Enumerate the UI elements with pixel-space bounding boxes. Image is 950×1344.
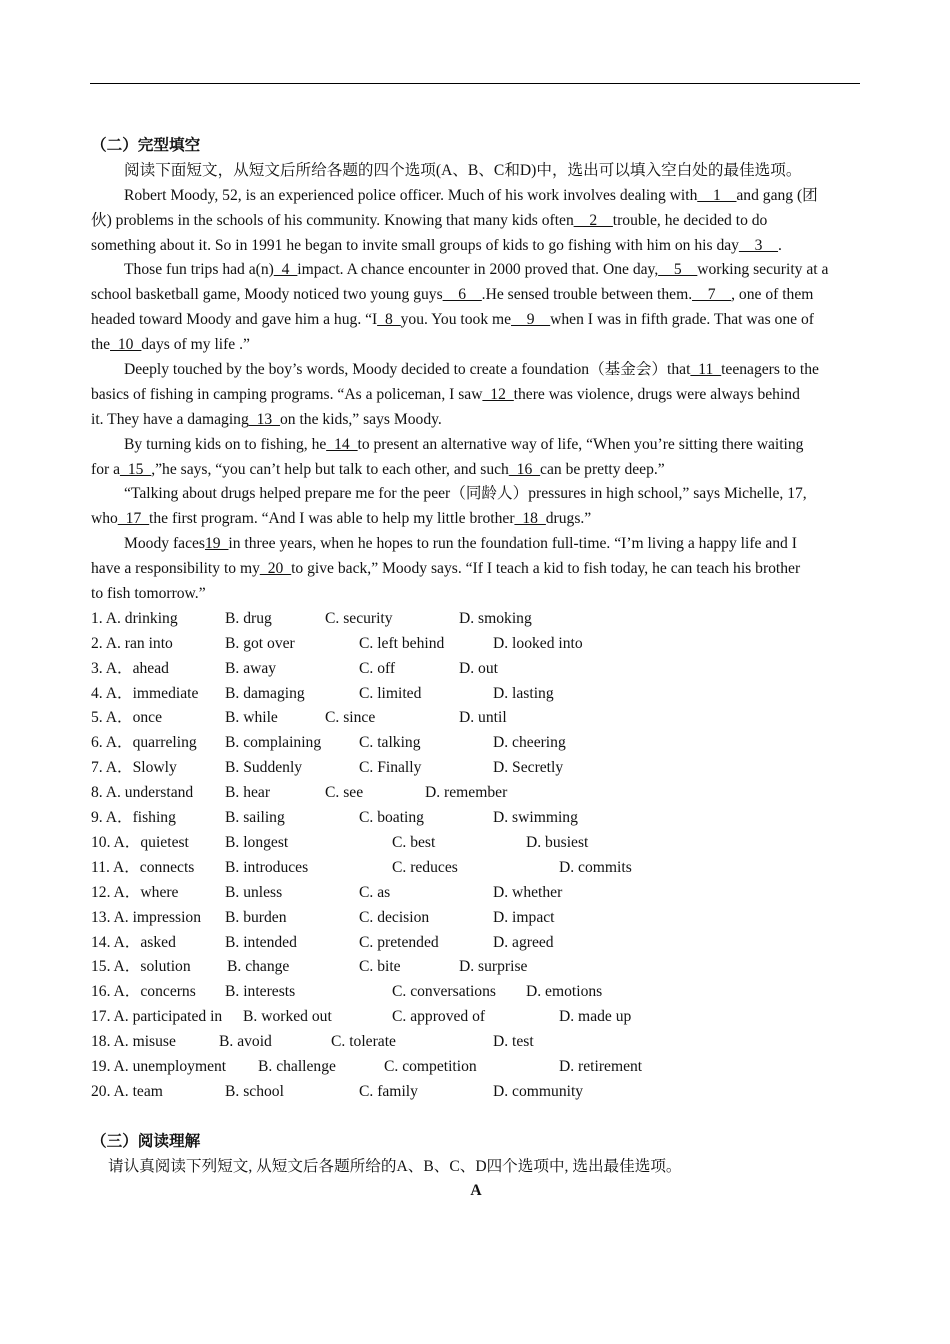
passage-text: trouble, he decided to do xyxy=(612,211,768,229)
passage-text: ,”he says, “you can’t help but talk to each other, and such xyxy=(151,460,509,478)
blank-number: _18_ xyxy=(514,510,546,528)
blank-number: _4_ xyxy=(273,261,298,279)
option-c: C. talking xyxy=(359,734,421,752)
option-b: B. longest xyxy=(225,833,289,851)
passage-text: , one of them xyxy=(731,286,814,304)
passage-text: for a xyxy=(91,460,121,478)
option-c: C. conversations xyxy=(392,983,496,1001)
passage-text: the first program. “And I was able to help my little brother xyxy=(149,510,515,528)
option-d: D. busiest xyxy=(526,833,589,851)
option-d: D. until xyxy=(459,709,507,727)
blank-number: _10_ xyxy=(110,336,142,354)
blank-number: _11_ xyxy=(690,361,722,379)
option-c: C. family xyxy=(359,1082,418,1100)
option-row xyxy=(91,980,861,1005)
option-a: 12. A．where xyxy=(91,883,179,901)
option-d: D. swimming xyxy=(493,809,578,827)
passage-label: A xyxy=(470,1182,482,1200)
blank-number: __6__ xyxy=(442,286,482,304)
option-c: C. tolerate xyxy=(331,1033,396,1051)
option-d: D. test xyxy=(493,1033,534,1051)
option-b: B. hear xyxy=(225,784,271,802)
option-b: B. away xyxy=(225,659,277,677)
option-c: C. decision xyxy=(359,908,430,926)
passage-line xyxy=(91,234,861,259)
passage-text: it. They have a damaging xyxy=(91,410,249,428)
reading-instruction: 请认真阅读下列短文, 从短文后各题所给的A、B、C、D四个选项中, 选出最佳选项。 xyxy=(108,1157,682,1175)
passage-line xyxy=(91,333,861,358)
option-d: D. looked into xyxy=(493,634,583,652)
option-b: B. challenge xyxy=(258,1057,336,1075)
passage-line xyxy=(91,582,861,607)
option-b: B. got over xyxy=(225,634,295,652)
option-b: B. interests xyxy=(225,983,296,1001)
header-rule xyxy=(90,83,860,84)
option-c: C. Finally xyxy=(359,759,422,777)
option-a: 20. A. team xyxy=(91,1082,163,1100)
option-a: 6. A．quarreling xyxy=(91,734,197,752)
option-d: D. community xyxy=(493,1082,584,1100)
option-row xyxy=(91,881,861,906)
passage-text: in three years, when he hopes to run the foundation full-time. “I’m living a happy life and I xyxy=(228,535,797,553)
option-row xyxy=(91,1080,861,1105)
section-heading-reading: （三）阅读理解 xyxy=(91,1132,201,1150)
option-row xyxy=(91,1005,861,1030)
option-b: B. Suddenly xyxy=(225,759,303,777)
passage-text: basics of fishing in camping programs. “As a policeman, I saw xyxy=(91,385,483,403)
option-a: 1. A. drinking xyxy=(91,609,178,627)
option-d: D. smoking xyxy=(459,609,532,627)
option-a: 10. A．quietest xyxy=(91,833,189,851)
option-b: B. complaining xyxy=(225,734,322,752)
option-a: 7. A．Slowly xyxy=(91,759,177,777)
option-c: C. see xyxy=(325,784,364,802)
passage-text: Deeply touched by the boy’s words, Moody decided to create a foundation（基金会）that xyxy=(124,361,691,379)
option-d: D. whether xyxy=(493,883,563,901)
passage-line xyxy=(91,308,861,333)
passage-text: “Talking about drugs helped prepare me for the peer（同龄人）pressures in high school,” says Michelle, 17, xyxy=(124,485,807,503)
option-c: C. competition xyxy=(384,1057,477,1075)
option-d: D. Secretly xyxy=(493,759,564,777)
option-d: D. retirement xyxy=(559,1057,643,1075)
option-a: 3. A．ahead xyxy=(91,659,169,677)
passage-text: when I was in fifth grade. That was one of xyxy=(550,311,814,329)
passage-text: By turning kids on to fishing, he xyxy=(124,435,327,453)
option-a: 5. A．once xyxy=(91,709,163,727)
option-c: C. off xyxy=(359,659,396,677)
option-c: C. security xyxy=(325,609,393,627)
option-a: 11. A．connects xyxy=(91,858,195,876)
blank-number: _13_ xyxy=(248,410,280,428)
blank-number: _8_ xyxy=(377,311,401,329)
option-c: C. limited xyxy=(359,684,422,702)
option-b: B. damaging xyxy=(225,684,305,702)
cloze-instruction: 阅读下面短文，从短文后所给各题的四个选项(A、B、C和D)中，选出可以填入空白处的最佳选项。 xyxy=(124,161,802,179)
passage-text: to give back,” Moody says. “If I teach a kid to fish today, he can teach his brother xyxy=(291,560,801,578)
section-heading-cloze: （二）完型填空 xyxy=(91,137,201,154)
option-c: C. best xyxy=(392,833,436,851)
passage-text: you. You took me xyxy=(400,311,512,329)
blank-number: _15_ xyxy=(120,460,152,478)
passage-text: . xyxy=(777,236,782,254)
option-row xyxy=(91,931,861,956)
option-d: D. agreed xyxy=(493,933,554,951)
blank-number: __1__ xyxy=(697,186,737,204)
blank-number: _12_ xyxy=(482,385,514,403)
blank-number: _17_ xyxy=(117,510,150,528)
option-a: 17. A. participated in xyxy=(91,1008,223,1026)
option-row xyxy=(91,906,861,931)
option-row xyxy=(91,657,861,682)
passage-line xyxy=(91,507,861,532)
option-row xyxy=(91,632,861,657)
passage-text: days of my life .” xyxy=(141,336,250,354)
option-c: C. bite xyxy=(359,958,401,976)
passage-text: impact. A chance encounter in 2000 proved that. One day, xyxy=(297,261,659,279)
option-d: D. impact xyxy=(493,908,555,926)
option-b: B. burden xyxy=(225,908,287,926)
passage-line xyxy=(91,209,861,234)
option-b: B. introduces xyxy=(225,858,309,876)
option-row xyxy=(91,607,861,632)
option-d: D. emotions xyxy=(526,983,603,1001)
passage-text: and gang (团 xyxy=(736,186,818,204)
passage-text: can be pretty deep.” xyxy=(540,460,665,478)
blank-number: __3__ xyxy=(738,236,778,254)
passage-text: on the kids,” says Moody. xyxy=(279,410,442,428)
option-c: C. since xyxy=(325,709,376,727)
option-a: 18. A. misuse xyxy=(91,1033,176,1051)
blank-number: __5__ xyxy=(658,261,698,279)
passage-text: to fish tomorrow.” xyxy=(91,585,206,603)
passage-text: the xyxy=(91,336,111,354)
option-row xyxy=(91,781,861,806)
option-c: C. left behind xyxy=(359,634,445,652)
passage-line xyxy=(91,283,861,308)
passage-line xyxy=(91,482,861,507)
passage-text: 伙) problems in the schools of his community. Knowing that many kids often xyxy=(91,211,574,229)
option-b: B. drug xyxy=(225,609,272,627)
passage-text: drugs.” xyxy=(545,510,592,528)
passage-text: .He sensed trouble between them. xyxy=(481,286,693,304)
passage-text: something about it. So in 1991 he began to invite small groups of kids to go fishing with him on his day xyxy=(91,236,739,254)
option-a: 4. A．immediate xyxy=(91,684,199,702)
option-d: D. commits xyxy=(559,858,632,876)
passage-text: working security at a xyxy=(697,261,829,279)
blank-number: _14_ xyxy=(326,435,358,453)
passage-line xyxy=(91,184,861,209)
option-b: B. avoid xyxy=(219,1033,272,1051)
passage-text: who xyxy=(91,510,118,528)
passage-line xyxy=(91,433,861,458)
passage-text: Those fun trips had a(n) xyxy=(124,261,274,279)
option-row xyxy=(91,731,861,756)
passage-text: Moody faces xyxy=(124,535,205,553)
option-b: B. change xyxy=(227,958,290,976)
passage-text: headed toward Moody and gave him a hug. “I xyxy=(91,311,378,329)
option-a: 16. A．concerns xyxy=(91,983,196,1001)
passage-text: school basketball game, Moody noticed two young guys xyxy=(91,286,443,304)
option-d: D. cheering xyxy=(493,734,566,752)
blank-number: _16_ xyxy=(508,460,541,478)
passage-line xyxy=(91,557,861,582)
option-row xyxy=(91,756,861,781)
option-d: D. made up xyxy=(559,1008,632,1026)
option-c: C. approved of xyxy=(392,1008,486,1026)
option-row xyxy=(91,856,861,881)
passage-line xyxy=(91,358,861,383)
option-row xyxy=(91,706,861,731)
option-c: C. pretended xyxy=(359,933,439,951)
passage-text: Robert Moody, 52, is an experienced police officer. Much of his work involves dealing with xyxy=(124,186,698,204)
passage-line xyxy=(91,408,861,433)
option-d: D. lasting xyxy=(493,684,554,702)
option-d: D. remember xyxy=(425,784,508,802)
option-row xyxy=(91,1030,861,1055)
spacer xyxy=(91,1105,861,1130)
option-a: 14. A．asked xyxy=(91,933,176,951)
option-d: D. out xyxy=(459,659,498,677)
option-a: 8. A. understand xyxy=(91,784,194,802)
option-row xyxy=(91,806,861,831)
passage-line xyxy=(91,532,861,557)
option-row xyxy=(91,955,861,980)
option-b: B. intended xyxy=(225,933,297,951)
option-b: B. school xyxy=(225,1082,284,1100)
options-list xyxy=(91,607,861,1105)
option-a: 19. A. unemployment xyxy=(91,1057,227,1075)
option-b: B. while xyxy=(225,709,278,727)
option-b: B. sailing xyxy=(225,809,285,827)
passage-line xyxy=(91,383,861,408)
option-a: 15. A．solution xyxy=(91,958,191,976)
blank-number: 19_ xyxy=(204,535,229,553)
passage-text: there was violence, drugs were always behind xyxy=(513,385,800,403)
option-b: B. worked out xyxy=(243,1008,332,1026)
cloze-passage xyxy=(91,184,861,607)
option-a: 9. A．fishing xyxy=(91,809,176,827)
passage-text: teenagers to the xyxy=(721,361,819,379)
passage-line xyxy=(91,458,861,483)
option-row xyxy=(91,682,861,707)
option-row xyxy=(91,831,861,856)
option-c: C. as xyxy=(359,883,391,901)
option-c: C. reduces xyxy=(392,858,458,876)
option-row xyxy=(91,1055,861,1080)
passage-text: to present an alternative way of life, “When you’re sitting there waiting xyxy=(357,435,804,453)
blank-number: __2__ xyxy=(573,211,613,229)
blank-number: __9__ xyxy=(511,311,551,329)
option-b: B. unless xyxy=(225,883,283,901)
blank-number: _20_ xyxy=(259,560,292,578)
blank-number: __7__ xyxy=(692,286,732,304)
passage-line xyxy=(91,258,861,283)
option-d: D. surprise xyxy=(459,958,528,976)
document-body xyxy=(91,134,861,1204)
passage-text: have a responsibility to my xyxy=(91,560,260,578)
option-a: 13. A. impression xyxy=(91,908,202,926)
option-a: 2. A. ran into xyxy=(91,634,173,652)
option-c: C. boating xyxy=(359,809,424,827)
